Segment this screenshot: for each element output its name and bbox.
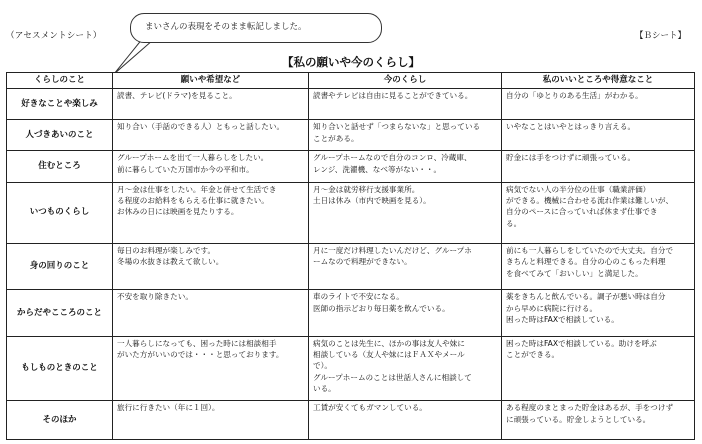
cell-strength bbox=[502, 89, 695, 120]
table-row bbox=[7, 290, 695, 336]
cell-text: 毎日のお料理が楽しみです。 bbox=[117, 246, 216, 256]
cell-text: 冬場の水抜きは教えて欲しい。 bbox=[117, 257, 224, 267]
cell-wish bbox=[113, 182, 309, 243]
cell-wish bbox=[113, 120, 309, 151]
cell-text: 病気のことは先生に、ほかの事は友人や妹に bbox=[313, 338, 465, 348]
cell-text: ことができる。 bbox=[506, 350, 560, 360]
cell-text: る程度のお給料をもらえる仕事に就きたい。 bbox=[117, 196, 269, 206]
cell-strength bbox=[502, 401, 695, 440]
cell-text: 旅行に行きたい（年に１回）。 bbox=[117, 403, 220, 413]
row-label: 身の回りのこと bbox=[7, 244, 113, 290]
cell-text: 困った時はFAXで相談している。 bbox=[506, 315, 619, 325]
row-label: そのほか bbox=[7, 401, 113, 440]
table-row bbox=[7, 151, 695, 182]
table-row bbox=[7, 401, 695, 440]
cell-text: グループホームなので自分のコンロ、冷蔵庫、 bbox=[313, 153, 472, 163]
row-label: 人づきあいのこと bbox=[7, 120, 113, 151]
table-row bbox=[7, 336, 695, 401]
cell-text: を食べてみて「おいしい」と満足した。 bbox=[506, 268, 643, 278]
cell-wish bbox=[113, 244, 309, 290]
cell-text: 前にも一人暮らしをしていたので大丈夫。自分で bbox=[506, 246, 674, 256]
cell-text: 医師の指示どおり毎日薬を飲んでいる。 bbox=[313, 303, 450, 313]
cell-now bbox=[309, 290, 502, 336]
cell-text: 自分の「ゆとりのある生活」がわかる。 bbox=[506, 91, 643, 100]
column-header: 私のいいところや得意なこと bbox=[502, 73, 695, 89]
cell-text: いやなことはいやとはっきり言える。 bbox=[506, 122, 636, 132]
cell-text: 不安を取り除きたい。 bbox=[117, 292, 193, 302]
cell-wish bbox=[113, 151, 309, 182]
cell-now bbox=[309, 151, 502, 182]
cell-text: 病気でない人の半分位の仕事（職業評価） bbox=[506, 184, 651, 194]
cell-strength bbox=[502, 336, 695, 401]
cell-strength bbox=[502, 182, 695, 243]
cell-text: 一人暮らしになっても、困った時には相談相手 bbox=[117, 338, 277, 348]
cell-text: がいた方がいいのでは・・・と思っております。 bbox=[117, 350, 284, 360]
table-row bbox=[7, 120, 695, 151]
cell-text: きちんと料理できる。自分の心のこもった料理 bbox=[506, 257, 666, 267]
cell-text: 前に暮らしていた万国市か今の平和市。 bbox=[117, 164, 254, 174]
cell-text: ことがある。 bbox=[313, 133, 359, 143]
cell-text: 月に一度だけ料理したいんだけど、グループホ bbox=[313, 246, 472, 256]
table-row bbox=[7, 182, 695, 243]
cell-text: 土日は休み（市内で映画を見る）。 bbox=[313, 196, 431, 206]
column-header: 願いや希望など bbox=[113, 73, 309, 89]
cell-now bbox=[309, 401, 502, 440]
cell-now bbox=[309, 336, 502, 401]
table-header-row bbox=[7, 73, 695, 89]
column-header: 今のくらし bbox=[309, 73, 502, 89]
cell-text: で）。 bbox=[313, 361, 332, 371]
cell-strength bbox=[502, 244, 695, 290]
column-header: くらしのこと bbox=[7, 73, 113, 89]
cell-text: 月～金は仕事をしたい。年金と併せて生活でき bbox=[117, 184, 277, 194]
row-label: いつものくらし bbox=[7, 182, 113, 243]
cell-wish bbox=[113, 336, 309, 401]
row-label: もしものときのこと bbox=[7, 336, 113, 401]
cell-text: 相談している（友人や妹にはＦＡＸやメール bbox=[313, 350, 465, 360]
cell-text: 読書、テレビ(ドラマ)を見ること。 bbox=[117, 91, 237, 100]
cell-strength bbox=[502, 290, 695, 336]
cell-now bbox=[309, 244, 502, 290]
cell-wish bbox=[113, 89, 309, 120]
cell-text: 貯金には手をつけずに頑張っている。 bbox=[506, 153, 636, 163]
table-row bbox=[7, 89, 695, 120]
cell-text: る。 bbox=[506, 218, 522, 228]
cell-wish bbox=[113, 290, 309, 336]
cell-strength bbox=[502, 120, 695, 151]
table-row bbox=[7, 244, 695, 290]
cell-text: 知り合い（手話のできる人）ともっと話したい。 bbox=[117, 122, 285, 132]
cell-text: から早めに病院に行ける。 bbox=[506, 303, 598, 313]
cell-text: お休みの日には映画を見たりする。 bbox=[117, 207, 239, 217]
cell-strength bbox=[502, 151, 695, 182]
assessment-table bbox=[6, 72, 695, 440]
row-label: 好きなことや楽しみ bbox=[7, 89, 113, 120]
cell-text: グループホームを出て一人暮らしをしたい。 bbox=[117, 153, 269, 163]
page-title: 【私の願いや今のくらし】 bbox=[282, 55, 420, 69]
cell-text: ある程度のまとまった貯金はあるが、手をつけず bbox=[506, 403, 674, 413]
cell-text: 知り合いと話せず「つまらないな」と思っている bbox=[313, 122, 481, 132]
cell-text: ームなので料理ができない。 bbox=[313, 257, 412, 267]
cell-text: 困った時はFAXで相談している。助けを呼ぶ bbox=[506, 338, 657, 348]
speech-bubble: まいさんの表現をそのまま転記しました。 bbox=[130, 13, 382, 43]
cell-wish bbox=[113, 401, 309, 440]
cell-text: 車のライトで不安になる。 bbox=[313, 292, 404, 302]
row-label: 住むところ bbox=[7, 151, 113, 182]
sheet-label: （アセスメントシート） bbox=[6, 31, 102, 41]
cell-now bbox=[309, 182, 502, 243]
cell-text: ができる。機械に合わせる流れ作業は難しいが、 bbox=[506, 196, 674, 206]
cell-text: 自分のペースに合っていれば休まず仕事でき bbox=[506, 207, 658, 217]
row-label: からだやこころのこと bbox=[7, 290, 113, 336]
sheet-type-label: 【Ｂシート】 bbox=[634, 31, 686, 41]
cell-text: 月～金は就労移行支援事業所。 bbox=[313, 184, 420, 194]
cell-text: に頑張っている。貯金しようとしている。 bbox=[506, 414, 651, 424]
cell-text: レンジ、洗濯機、なべ等がない・・。 bbox=[313, 164, 442, 174]
cell-text: 読書やテレビは自由に見ることができている。 bbox=[313, 91, 473, 100]
cell-now bbox=[309, 89, 502, 120]
cell-text: 工賃が安くてもガマンしている。 bbox=[313, 403, 427, 413]
cell-text: 薬をきちんと飲んでいる。調子が悪い時は自分 bbox=[506, 292, 666, 302]
cell-now bbox=[309, 120, 502, 151]
cell-text: グループホームのことは世話人さんに相談して bbox=[313, 372, 472, 382]
cell-text: いる。 bbox=[313, 384, 336, 394]
